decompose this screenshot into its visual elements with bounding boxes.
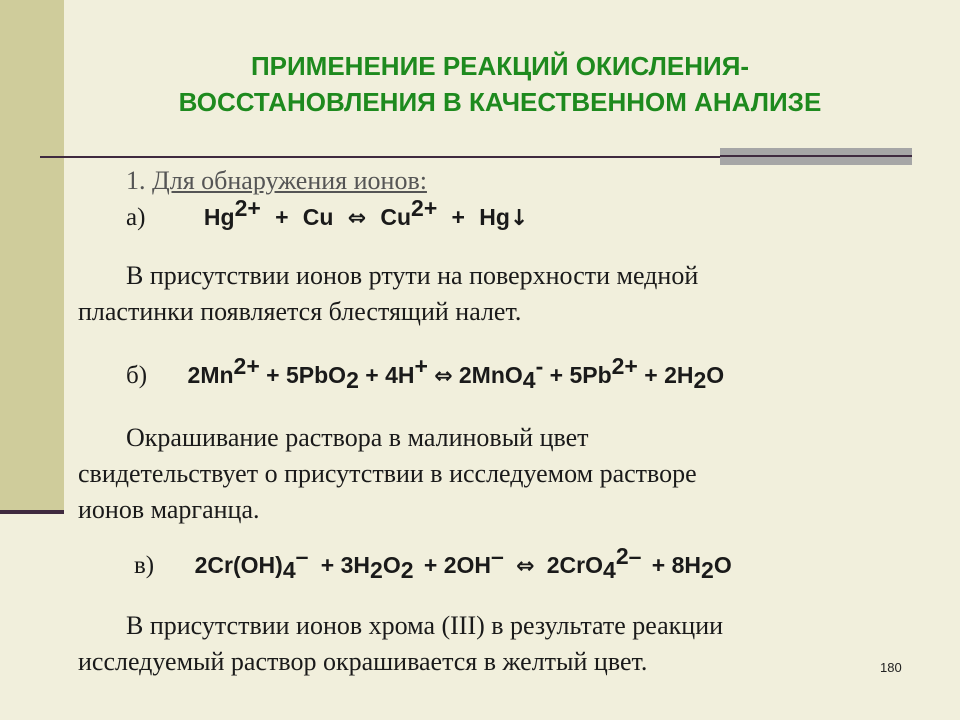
ion-charge: 2+ — [233, 353, 260, 379]
subscript: 2 — [701, 557, 714, 583]
item-letter: а) — [126, 204, 146, 231]
title-underline-accent — [720, 148, 912, 165]
formula-term: O — [382, 552, 401, 578]
side-bar-divider — [0, 510, 64, 514]
description-c — [78, 608, 878, 680]
formula-term: 2MnO — [458, 362, 523, 388]
formula-term: + 2H — [637, 362, 694, 388]
description-line: В присутствии ионов хрома (III) в результате реакции — [126, 611, 724, 640]
ion-charge: – — [295, 543, 309, 569]
description-b — [78, 420, 878, 528]
side-decoration-bar — [0, 0, 64, 514]
description-line: В присутствии ионов ртути на поверхности медной — [126, 261, 699, 290]
item-letter: в) — [134, 552, 155, 579]
ion-charge: + — [414, 353, 428, 379]
subscript: 4 — [603, 557, 616, 583]
description-line: пластинки появляется блестящий налет. — [78, 297, 522, 326]
plus-sign: + — [275, 204, 289, 230]
subscript: 4 — [522, 367, 536, 393]
plus-sign: + — [451, 204, 465, 230]
section-number: 1. — [126, 166, 146, 195]
formula-term: Cu — [302, 204, 334, 230]
subscript: 2 — [370, 557, 383, 583]
formula-term: 2Cr(OH) — [194, 552, 283, 578]
formula-term: Cu — [380, 204, 412, 230]
ion-charge: 2+ — [611, 353, 638, 379]
item-letter: б) — [126, 362, 148, 389]
formula-term: 2CrO — [546, 552, 604, 578]
section-heading-text: Для обнаружения ионов: — [152, 166, 427, 195]
description-line: исследуемый раствор окрашивается в желтый цвет. — [78, 647, 648, 676]
ion-charge: 2+ — [234, 195, 261, 221]
subscript: 2 — [693, 367, 707, 393]
subscript: 2 — [346, 367, 359, 393]
subscript: 4 — [282, 557, 296, 583]
equilibrium-arrow-icon: ⇔ — [434, 364, 453, 389]
description-line: ионов марганца. — [78, 495, 260, 524]
ion-charge: - — [535, 353, 544, 379]
description-a — [78, 258, 878, 330]
formula-term: + 3H — [314, 552, 371, 578]
title-line-1: ПРИМЕНЕНИЕ РЕАКЦИЙ ОКИСЛЕНИЯ- — [250, 51, 750, 81]
equilibrium-arrow-icon: ⇔ — [516, 554, 535, 579]
formula-term: + 8H — [645, 552, 702, 578]
description-line: Окрашивание раствора в малиновый цвет — [126, 423, 589, 452]
ion-charge: 2– — [615, 543, 642, 569]
ion-charge: – — [491, 543, 504, 569]
equation-c — [134, 543, 732, 583]
formula-term: + 5PbO — [259, 362, 347, 388]
formula-term: 2Mn — [187, 362, 234, 388]
formula-term: Hg — [479, 204, 510, 230]
equilibrium-arrow-icon: ⇔ — [347, 206, 367, 231]
ion-charge: 2+ — [411, 195, 438, 221]
section-heading — [126, 166, 427, 196]
precipitate-arrow-icon: ↓ — [509, 206, 529, 231]
subscript: 2 — [400, 557, 414, 583]
formula-term: + 2OH — [417, 552, 492, 578]
slide-title — [70, 48, 930, 120]
page-number: 180 — [880, 660, 902, 675]
formula-term: O — [706, 362, 725, 388]
formula-term: Hg — [203, 204, 235, 230]
formula-term: + 5Pb — [543, 362, 612, 388]
formula-term: + 4H — [358, 362, 415, 388]
formula-term: O — [713, 552, 732, 578]
equation-b — [126, 353, 725, 393]
title-line-2: ВОССТАНОВЛЕНИЯ В КАЧЕСТВЕННОМ АНАЛИЗЕ — [178, 87, 822, 117]
description-line: свидетельствует о присутствии в исследуемом растворе — [78, 459, 697, 488]
equation-a — [126, 195, 529, 232]
